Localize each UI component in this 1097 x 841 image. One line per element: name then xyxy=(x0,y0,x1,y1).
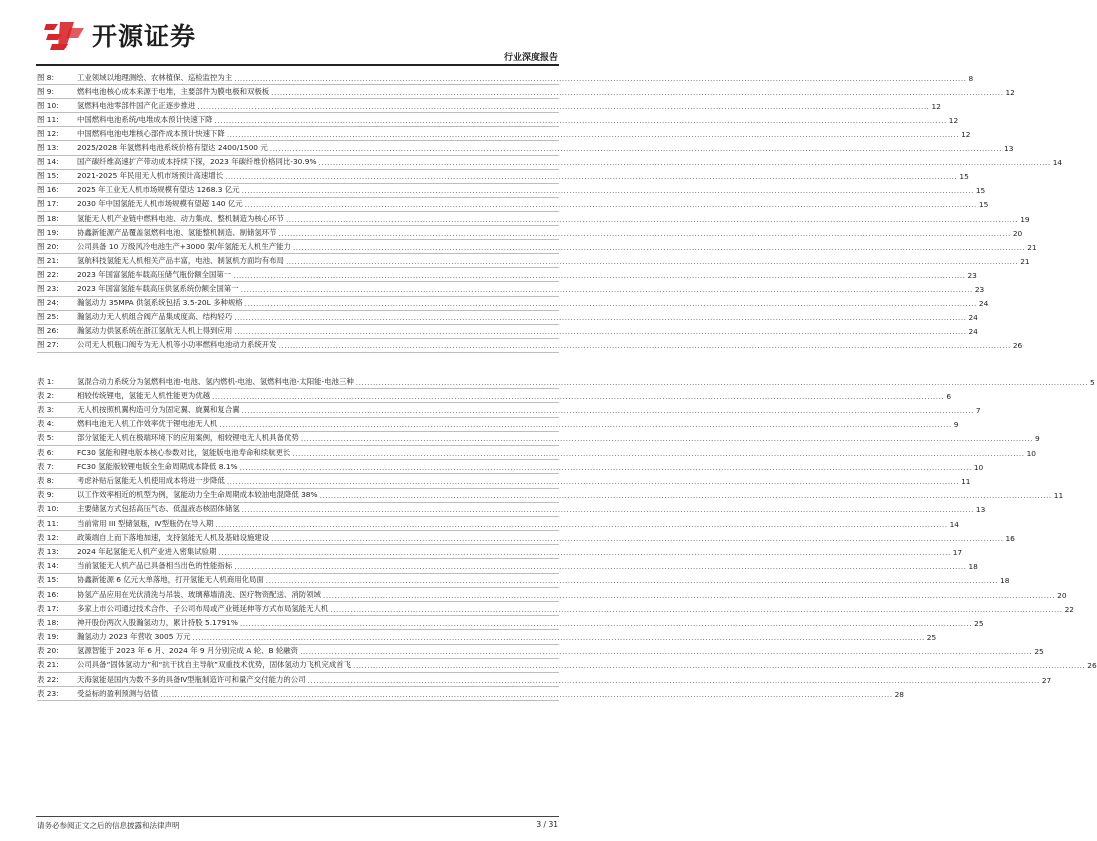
entry-label: 图 20: xyxy=(37,241,59,251)
entry-page-number: 13 xyxy=(1004,144,1014,154)
entry-page-number: 15 xyxy=(978,200,989,210)
entry-page-number: 9 xyxy=(953,420,959,430)
entry-label: 表 21: xyxy=(37,660,59,670)
figure-index-row[interactable] xyxy=(37,127,971,141)
entry-page-number: 14 xyxy=(949,519,959,529)
leader-dots xyxy=(242,406,974,415)
entry-title: 国产碳纤维高速扩产带动成本持续下探，2023 年碳纤维价格同比-30.9% xyxy=(77,157,317,167)
entry-label: 图 25: xyxy=(37,312,59,322)
figure-index-row[interactable] xyxy=(37,71,974,85)
table-index-row[interactable] xyxy=(37,503,986,517)
entry-label: 图 23: xyxy=(37,284,59,293)
entry-page-number: 23 xyxy=(974,285,985,294)
entry-title: FC30 氢能版较锂电版全生命周期成本降低 8.1% xyxy=(77,461,238,471)
entry-title: 中国燃料电池电堆核心部件成本预计快速下降 xyxy=(77,128,225,138)
table-index-row[interactable] xyxy=(37,645,1044,659)
entry-label: 图 16: xyxy=(37,185,59,195)
entry-title: 部分氢能无人机在极端环境下的应用案例，相较锂电无人机具备优势 xyxy=(77,433,299,443)
entry-title: 瀚氢动力 35MPA 供氢系统包括 3.5-20L 多种规格 xyxy=(77,298,243,308)
leader-dots xyxy=(300,647,1032,656)
entry-title: 当前氢能无人机产品已具备相当出色的性能指标 xyxy=(77,561,233,571)
brand-name: 开源证券 xyxy=(92,22,197,51)
leader-dots xyxy=(320,491,1052,500)
leader-dots xyxy=(218,548,950,557)
leader-dots xyxy=(323,591,1055,600)
entry-page-number: 19 xyxy=(1020,214,1030,224)
entry-page-number: 12 xyxy=(961,129,971,139)
leader-dots xyxy=(234,313,966,322)
entry-title: 2025/2028 年氢燃料电池系统价格有望达 2400/1500 元 xyxy=(77,143,268,153)
entry-label: 图 14: xyxy=(37,157,59,167)
figure-index-row[interactable] xyxy=(37,325,978,339)
figure-index-row[interactable] xyxy=(37,141,1014,155)
entry-page-number: 17 xyxy=(952,547,963,557)
leader-dots xyxy=(245,200,977,209)
leader-dots xyxy=(266,576,998,585)
entry-page-number: 25 xyxy=(1034,647,1044,657)
table-index-row[interactable] xyxy=(37,545,963,559)
leader-dots xyxy=(240,619,972,628)
leader-dots xyxy=(233,271,965,280)
entry-label: 表 6: xyxy=(37,447,54,457)
entry-title: 公司具备“固体氢动力”和“抗干扰自主导航”双重技术优势，固体氢动力飞机完成首飞 xyxy=(77,660,351,670)
leader-dots xyxy=(219,420,951,429)
footer-disclaimer: 请务必参阅正文之后的信息披露和法律声明 xyxy=(37,821,180,830)
entry-title: 瀚氢动力供氢系统在浙江氢航无人机上得到应用 xyxy=(77,326,233,336)
table-index-row[interactable] xyxy=(37,460,984,474)
table-index-row[interactable] xyxy=(37,375,1095,389)
leader-dots xyxy=(212,392,944,401)
entry-label: 表 10: xyxy=(37,504,59,514)
entry-label: 图 24: xyxy=(37,298,59,308)
entry-title: 2030 年中国氢能无人机市场规模有望超 140 亿元 xyxy=(77,199,243,209)
entry-title: 2021-2025 年民用无人机市场预计高速增长 xyxy=(77,171,224,181)
entry-title: 协鑫新能源产品覆盖氢燃料电池、氢能整机制造、制储氢环节 xyxy=(77,227,277,237)
entry-page-number: 12 xyxy=(948,115,959,125)
leader-dots xyxy=(318,158,1050,167)
entry-label: 图 8: xyxy=(37,72,54,82)
entry-label: 表 1: xyxy=(37,376,54,386)
leader-dots xyxy=(308,676,1040,685)
entry-page-number: 14 xyxy=(1052,158,1063,168)
figure-index-row[interactable] xyxy=(37,311,978,325)
entry-page-number: 9 xyxy=(1035,434,1040,444)
entry-page-number: 16 xyxy=(1005,533,1015,543)
leader-dots xyxy=(286,257,1018,266)
entry-title: 氢能无人机产业链中燃料电池、动力集成、整机制造为核心环节 xyxy=(77,213,284,223)
entry-page-number: 10 xyxy=(973,462,984,472)
entry-title: 氢混合动力系统分为氢燃料电池-电池、氢内燃机-电池、氢燃料电池-太阳能-电池三种 xyxy=(77,376,354,386)
page-header xyxy=(0,0,595,63)
table-index-row[interactable] xyxy=(37,616,984,630)
entry-page-number: 8 xyxy=(968,73,974,83)
table-index-row[interactable] xyxy=(37,687,904,701)
entry-title: 氢燃料电池零部件国产化正逐步推进 xyxy=(77,100,196,110)
entry-title: 2023 年国富氢能车载高压储气瓶份额全国第一 xyxy=(77,269,232,279)
entry-label: 图 21: xyxy=(37,255,59,265)
table-index-row[interactable] xyxy=(37,489,1064,503)
entry-page-number: 11 xyxy=(1053,491,1064,501)
entry-page-number: 6 xyxy=(946,391,952,401)
figure-index xyxy=(37,71,1063,353)
entry-label: 表 2: xyxy=(37,390,54,400)
figure-index-row[interactable] xyxy=(37,184,986,198)
entry-page-number: 25 xyxy=(926,633,937,643)
entry-label: 表 12: xyxy=(37,532,59,542)
entry-title: 瀚氢动力 2023 年营收 3005 万元 xyxy=(77,632,191,642)
entry-label: 图 12: xyxy=(37,128,59,138)
entry-title: 当前常用 III 型储氢瓶，Ⅳ型瓶仍在导入期 xyxy=(77,518,214,528)
kaiyuan-logo-icon xyxy=(44,20,86,50)
entry-label: 图 9: xyxy=(37,86,54,96)
entry-label: 图 15: xyxy=(37,171,59,181)
entry-label: 表 18: xyxy=(37,617,59,627)
leader-dots xyxy=(160,690,892,699)
entry-page-number: 7 xyxy=(975,406,981,416)
entry-title: 无人机按照机翼构造可分为固定翼、旋翼和复合翼 xyxy=(77,405,240,415)
table-index-row[interactable] xyxy=(37,574,1010,588)
figure-index-row[interactable] xyxy=(37,113,959,127)
table-index-row[interactable] xyxy=(37,559,978,573)
entry-title: 2023 年国富氢能车载高压供氢系统份额全国第一 xyxy=(77,284,239,293)
leader-dots xyxy=(279,341,1011,350)
entry-label: 表 14: xyxy=(37,561,59,571)
table-index-row[interactable] xyxy=(37,659,1097,673)
entry-label: 图 11: xyxy=(37,114,59,124)
table-index-row[interactable] xyxy=(37,517,959,531)
entry-label: 图 10: xyxy=(37,100,59,110)
entry-title: 天海氢能是国内为数不多的具备Ⅳ型瓶制造许可和量产交付能力的公司 xyxy=(77,674,306,684)
leader-dots xyxy=(240,463,972,472)
entry-page-number: 18 xyxy=(1000,576,1010,586)
table-index-row[interactable] xyxy=(37,531,1015,545)
entry-title: FC30 氢能和锂电版本核心参数对比，氢能版电池寿命和续航更长 xyxy=(77,447,291,457)
leader-dots xyxy=(234,74,966,83)
figure-index-row[interactable] xyxy=(37,282,985,296)
table-index-row[interactable] xyxy=(37,403,981,417)
entry-title: 神开股份两次入股瀚氢动力，累计持股 5.1791% xyxy=(77,617,238,627)
entry-page-number: 10 xyxy=(1026,448,1036,458)
entry-label: 表 20: xyxy=(37,646,59,656)
entry-title: 公司无人机瓶口阀专为无人机等小功率燃料电池动力系统开发 xyxy=(77,340,277,350)
entry-page-number: 28 xyxy=(894,689,904,699)
entry-title: 中国燃料电池系统/电堆成本预计快速下降 xyxy=(77,114,213,124)
entry-page-number: 20 xyxy=(1012,228,1023,238)
figure-index-row[interactable] xyxy=(37,254,1030,268)
figure-index-row[interactable] xyxy=(37,156,1063,170)
table-index-row[interactable] xyxy=(37,389,952,403)
entry-label: 图 13: xyxy=(37,143,59,153)
entry-page-number: 13 xyxy=(975,505,986,515)
entry-label: 表 16: xyxy=(37,589,59,599)
entry-label: 表 9: xyxy=(37,490,54,500)
leader-dots xyxy=(215,116,947,125)
leader-dots xyxy=(245,299,977,308)
entry-page-number: 15 xyxy=(959,172,969,182)
entry-label: 表 4: xyxy=(37,419,54,429)
entry-label: 表 17: xyxy=(37,603,59,613)
entry-title: 瀚氢动力无人机组合阀产品集成度高、结构轻巧 xyxy=(77,312,233,322)
entry-label: 表 8: xyxy=(37,476,54,485)
entry-page-number: 12 xyxy=(1005,87,1015,97)
entry-label: 表 19: xyxy=(37,632,59,642)
entry-page-number: 18 xyxy=(968,562,978,572)
entry-page-number: 22 xyxy=(1064,604,1074,614)
entry-title: 协氢产品应用在光伏清洗与吊装、玻璃幕墙清洗、医疗物资配送、消防领域 xyxy=(77,589,321,599)
entry-page-number: 23 xyxy=(967,270,977,280)
figure-index-row[interactable] xyxy=(37,297,989,311)
leader-dots xyxy=(356,378,1088,387)
table-index-row[interactable] xyxy=(37,673,1052,687)
entry-title: 相较传统锂电，氢能无人机性能更为优越 xyxy=(77,390,211,400)
entry-page-number: 21 xyxy=(1020,256,1030,266)
entry-title: 燃料电池核心成本来源于电堆，主要部件为膜电极和双极板 xyxy=(77,86,270,96)
page-number: 3 / 31 xyxy=(536,820,558,829)
entry-title: 考虑补贴后氢能无人机使用成本将进一步降低 xyxy=(77,476,225,485)
leader-dots xyxy=(271,88,1003,97)
entry-page-number: 11 xyxy=(961,477,971,486)
entry-label: 表 23: xyxy=(37,688,59,698)
entry-title: 燃料电池无人机工作效率优于锂电池无人机 xyxy=(77,419,218,429)
entry-page-number: 15 xyxy=(975,186,986,196)
leader-dots xyxy=(225,172,957,181)
entry-label: 图 17: xyxy=(37,199,59,209)
entry-label: 图 27: xyxy=(37,340,59,350)
figure-index-row[interactable] xyxy=(37,268,977,282)
entry-title: 受益标的盈利预测与估值 xyxy=(77,688,159,698)
entry-page-number: 24 xyxy=(968,313,978,323)
entry-title: 氢源智能于 2023 年 6 月、2024 年 9 月分别完成 A 轮、B 轮融资 xyxy=(77,646,299,656)
entry-label: 图 18: xyxy=(37,213,59,223)
figure-index-row[interactable] xyxy=(37,226,1023,240)
figure-index-row[interactable] xyxy=(37,99,941,113)
entry-label: 表 7: xyxy=(37,461,54,471)
table-index-row[interactable] xyxy=(37,446,1036,460)
leader-dots xyxy=(271,534,1003,543)
leader-dots xyxy=(292,449,1024,458)
leader-dots xyxy=(197,102,929,111)
entry-page-number: 25 xyxy=(974,618,984,628)
leader-dots xyxy=(270,144,1002,153)
leader-dots xyxy=(242,186,974,195)
table-index-row[interactable] xyxy=(37,474,971,488)
entry-page-number: 12 xyxy=(931,101,941,111)
entry-title: 多家上市公司通过技术合作、子公司布局或产业链延伸等方式布局氢能无人机 xyxy=(77,603,329,613)
entry-page-number: 27 xyxy=(1041,675,1052,685)
figure-index-row[interactable] xyxy=(37,85,1015,99)
entry-label: 表 22: xyxy=(37,674,59,684)
entry-label: 图 22: xyxy=(37,269,59,279)
entry-title: 2025 年工业无人机市场规模有望达 1268.3 亿元 xyxy=(77,185,240,195)
footer-divider xyxy=(36,816,559,817)
figure-index-row[interactable] xyxy=(37,339,1023,353)
entry-label: 表 5: xyxy=(37,433,54,443)
entry-label: 表 15: xyxy=(37,575,59,585)
entry-label: 表 11: xyxy=(37,518,59,528)
leader-dots xyxy=(193,633,925,642)
entry-title: 政策端自上而下落地加速，支持氢能无人机及基础设施建设 xyxy=(77,532,270,542)
table-index-row[interactable] xyxy=(37,630,937,644)
entry-label: 表 13: xyxy=(37,546,59,556)
leader-dots xyxy=(286,215,1018,224)
leader-dots xyxy=(241,285,973,294)
entry-page-number: 20 xyxy=(1057,590,1067,600)
leader-dots xyxy=(234,327,966,336)
leader-dots xyxy=(293,243,1025,252)
report-type-label: 行业深度报告 xyxy=(503,53,558,63)
leader-dots xyxy=(227,130,959,139)
entry-title: 以工作效率相近的机型为例，氢能动力全生命周期成本较油电混降低 38% xyxy=(77,490,318,500)
leader-dots xyxy=(242,505,974,514)
entry-page-number: 24 xyxy=(968,327,978,337)
entry-title: 工业领域以地理测绘、农林植保、巡检监控为主 xyxy=(77,72,233,82)
figure-index-row[interactable] xyxy=(37,240,1037,254)
entry-page-number: 24 xyxy=(978,299,989,309)
leader-dots xyxy=(227,477,959,486)
leader-dots xyxy=(215,520,947,529)
leader-dots xyxy=(279,229,1011,238)
leader-dots xyxy=(301,434,1033,443)
entry-title: 主要储氢方式包括高压气态、低温液态核固体储氢 xyxy=(77,504,240,514)
entry-title: 氢航科技氢能无人机相关产品丰富，电池、制氢机方面均有布局 xyxy=(77,255,284,265)
entry-page-number: 5 xyxy=(1090,377,1095,387)
figure-index-row[interactable] xyxy=(37,212,1030,226)
entry-title: 协鑫新能源 6 亿元大单落地，打开氢能无人机商用化局面 xyxy=(77,575,264,585)
leader-dots xyxy=(330,605,1062,614)
table-index-row[interactable] xyxy=(37,432,1040,446)
table-index xyxy=(37,375,1097,701)
entry-page-number: 26 xyxy=(1012,341,1023,351)
entry-page-number: 21 xyxy=(1027,242,1037,252)
figure-index-row[interactable] xyxy=(37,170,969,184)
header-divider xyxy=(36,64,559,66)
leader-dots xyxy=(353,661,1085,670)
table-index-row[interactable] xyxy=(37,588,1067,602)
table-index-row[interactable] xyxy=(37,602,1074,616)
company-logo xyxy=(44,17,196,53)
leader-dots xyxy=(234,562,966,571)
entry-label: 图 19: xyxy=(37,227,59,237)
entry-title: 2024 年起氢能无人机产业进入密集试验期 xyxy=(77,546,217,556)
entry-label: 表 3: xyxy=(37,405,54,415)
table-index-row[interactable] xyxy=(37,418,959,432)
entry-label: 图 26: xyxy=(37,326,59,336)
entry-title: 公司具备 10 万级风冷电池生产+3000 架/年氢能无人机生产能力 xyxy=(77,241,291,251)
entry-page-number: 26 xyxy=(1087,661,1097,671)
figure-index-row[interactable] xyxy=(37,198,989,212)
